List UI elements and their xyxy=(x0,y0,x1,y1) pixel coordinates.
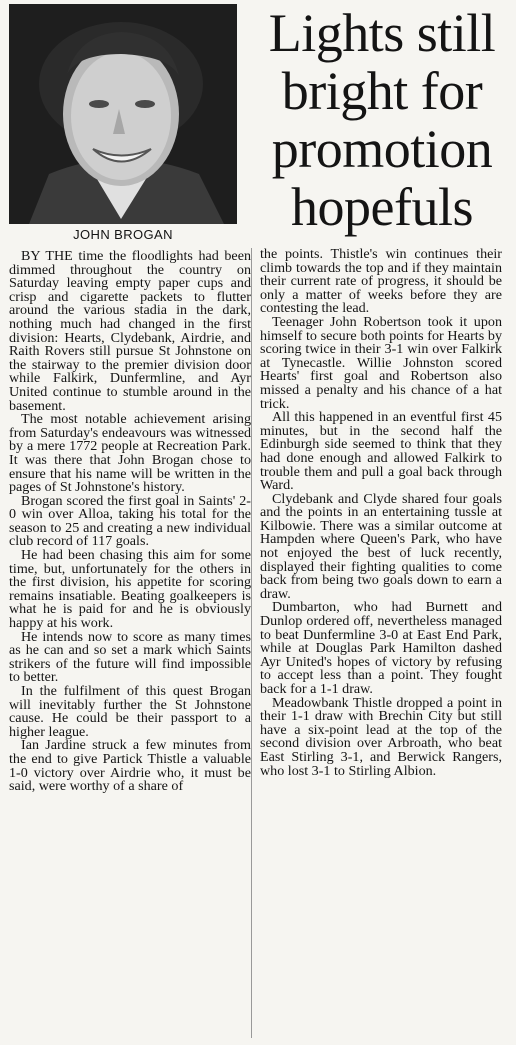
player-photo xyxy=(9,4,237,224)
article-column-right xyxy=(260,248,502,778)
article-paragraph: He had been chasing this aim for some time, but, unfortunately for the others in the first division, his appetite for scoring remains insatiable. Beating goalkeepers is what he is paid for and he is obviously happy at his work. xyxy=(9,547,251,632)
article-paragraph: All this happened in an eventful first 45 minutes, but in the second half the Edinburgh side seemed to think that they had done enough and allowed Falkirk to trouble them and pull a goal back through Ward. xyxy=(260,409,502,494)
article-paragraph: Clydebank and Clyde shared four goals and the points in an entertaining tussle at Kilbowie. There was a similar outcome at Hampden where Queen's Park, who have not enjoyed the best of luck recently, displayed their fighting qualities to come back from being two goals down to earn a draw. xyxy=(260,490,502,602)
article-paragraph: Dumbarton, who had Burnett and Dunlop ordered off, nevertheless managed to beat Dunfermline 3-0 at East End Park, while at Douglas Park Hamilton dashed Ayr United's hopes of victory by refusing to accept less than a point. They fought back for a 1-1 draw. xyxy=(260,599,502,697)
article-paragraph: Ian Jardine struck a few minutes from the end to give Partick Thistle a valuable 1-0 victory over Airdrie who, it must be said, were worthy of a share of xyxy=(9,737,251,795)
article-paragraph: Teenager John Robertson took it upon himself to secure both points for Hearts by scoring twice in their 3-1 win over Falkirk at Tynecastle. Willie Johnston scored Hearts' first goal and Robertson also missed a penalty and his chance of a hat trick. xyxy=(260,313,502,412)
article-paragraph: the points. Thistle's win continues their climb towards the top and if they maintain their current rate of progress, it should be only a matter of weeks before they are contesting the lead. xyxy=(260,246,502,317)
headline-line: promotion xyxy=(271,119,493,179)
article-paragraph xyxy=(9,250,251,413)
lead-in: BY THE xyxy=(21,248,73,264)
article-paragraph: Brogan scored the first goal in Saints' 2-0 win over Alloa, taking his total for the season to 25 and creating a new individual club record of 117 goals. xyxy=(9,492,251,550)
headline-line: Lights still xyxy=(268,3,496,63)
headline-line: hopefuls xyxy=(291,177,473,237)
article-column-left xyxy=(9,250,251,794)
headline xyxy=(256,4,508,236)
headline-line: bright for xyxy=(281,61,483,121)
article-paragraph: In the fulfilment of this quest Brogan will inevitably further the St Johnstone cause. He could be their passport to a higher league. xyxy=(9,683,251,740)
photo-caption: JOHN BROGAN xyxy=(73,227,173,242)
article-paragraph: The most notable achievement arising from Saturday's endeavours was witnessed by a mere 1772 people at Recreation Park. It was there that John Brogan chose to ensure that his name will be written in the pages of St Johnstone's history. xyxy=(9,411,251,496)
article-paragraph: Meadowbank Thistle dropped a point in their 1-1 draw with Brechin City but still have a six-point lead at the top of the second division over Arbroath, who beat East Stirling 3-1, and Berwick Rangers, who lost 3-1 to Stirling Albion. xyxy=(260,694,502,779)
paragraph-text: time the floodlights had been dimmed throughout the country on Saturday leaving empty paper cups and crisp and cigarette packets to flutter around the various stadia in the dark, nothing much had changed in the first division: Hearts, Clydebank, Airdrie, and Raith Rovers still pursue St Johnstone on the stairway to the premier division door while Falkirk, Dunfermline, and Ayr United continue to stumble around in the basement. xyxy=(9,248,251,414)
column-divider xyxy=(251,248,252,1038)
article-paragraph: He intends now to score as many times as he can and so set a mark which Saints strikers of the future will find impossible to better. xyxy=(9,628,251,686)
portrait-image xyxy=(9,4,237,224)
